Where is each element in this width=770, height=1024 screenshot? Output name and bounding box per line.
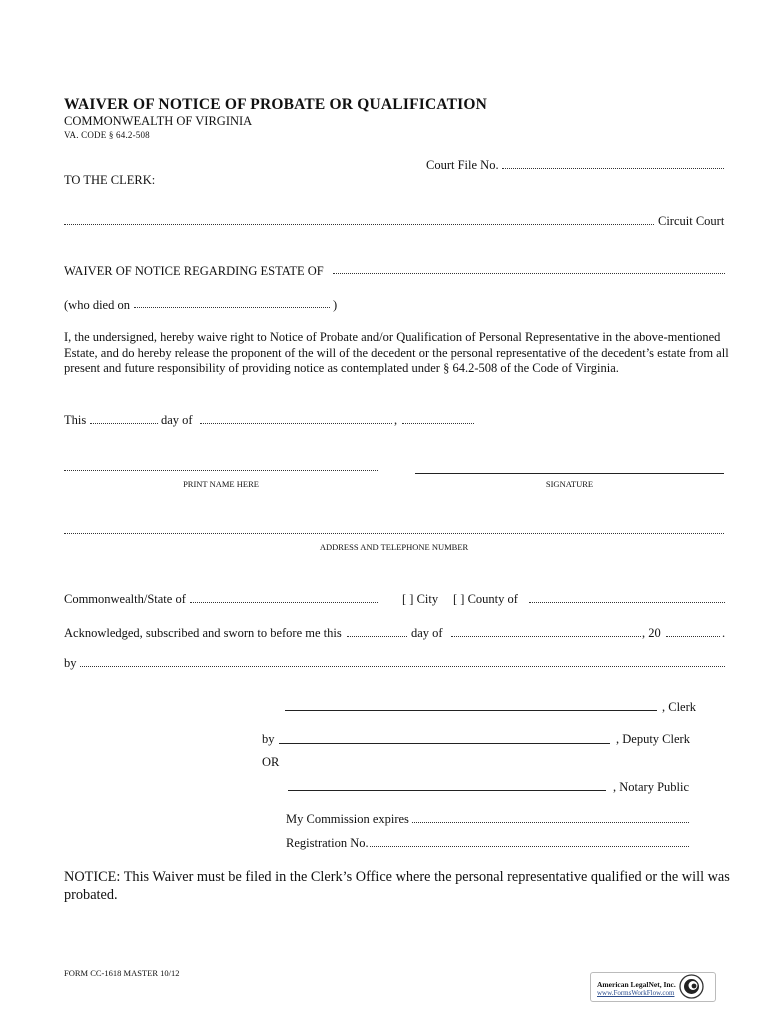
day-field[interactable] [90,423,158,424]
notary-signature-field[interactable] [288,790,606,791]
court-file-no-field[interactable] [502,168,724,169]
sworn-month-field[interactable] [451,636,641,637]
commission-label: My Commission expires [286,812,409,826]
died-on-close: ) [333,298,338,312]
commission-field[interactable] [412,822,689,823]
state-field[interactable] [190,602,378,603]
form-id: FORM CC-1618 MASTER 10/12 [64,968,180,978]
sworn-day-field[interactable] [347,636,407,637]
signature-field[interactable] [415,473,724,474]
address-field[interactable] [64,533,724,534]
registration-label: Registration No. [286,836,369,850]
jurisdiction-heading: COMMONWEALTH OF VIRGINIA [64,114,253,128]
deputy-clerk-label: , Deputy Clerk [616,732,690,746]
month-field[interactable] [200,423,392,424]
circuit-court-label: Circuit Court [658,214,725,228]
sworn-day-of-label: day of [411,626,443,640]
publisher-name: American LegalNet, Inc. [597,980,676,989]
deputy-by-label: by [262,732,275,746]
date-comma: , [394,413,398,427]
address-caption: ADDRESS AND TELEPHONE NUMBER [319,542,469,552]
court-file-no-label: Court File No. [426,158,499,172]
year-field[interactable] [402,423,474,424]
estate-name-field[interactable] [333,273,725,274]
waiver-paragraph: I, the undersigned, hereby waive right to Notice of Probate and/or Qualification of Personal Representative in the above-mentioned Estate, and do hereby release the proponent of the will of the decedent or the personal representative of the decedent’s estate from all present and future responsibility of providing notice as contemplated under § 64.2-508 of the Code of Virginia. [64,330,729,375]
sworn-period: . [722,626,726,640]
by-label: by [64,656,77,670]
publisher-logo [590,972,716,1002]
or-label: OR [262,755,280,769]
city-checkbox-label[interactable]: [ ] City [402,592,439,606]
estate-label: WAIVER OF NOTICE REGARDING ESTATE OF [64,264,324,278]
state-label: Commonwealth/State of [64,592,186,606]
publisher-emblem-icon [679,974,704,999]
year-prefix: , 20 [642,626,661,640]
sworn-year-field[interactable] [666,636,720,637]
died-on-field[interactable] [134,307,330,308]
day-of-label: day of [161,413,193,427]
sworn-label: Acknowledged, subscribed and sworn to before me this [64,626,342,640]
this-label: This [64,413,87,427]
clerk-signature-field[interactable] [285,710,657,711]
code-reference: VA. CODE § 64.2-508 [64,130,150,140]
by-field[interactable] [80,666,725,667]
city-county-field[interactable] [529,602,725,603]
form-title: WAIVER OF NOTICE OF PROBATE OR QUALIFICATION [64,96,488,113]
registration-field[interactable] [370,846,689,847]
print-name-field[interactable] [64,470,378,471]
notary-label: , Notary Public [613,780,690,794]
circuit-court-field[interactable] [64,224,654,225]
died-on-label: (who died on [64,298,130,312]
signature-caption: SIGNATURE [545,479,594,489]
deputy-clerk-signature-field[interactable] [279,743,610,744]
county-checkbox-label[interactable]: [ ] County of [453,592,518,606]
clerk-label: , Clerk [662,700,697,714]
print-name-caption: PRINT NAME HERE [183,479,259,489]
publisher-link[interactable]: www.FormsWorkFlow.com [597,989,675,997]
filing-notice: NOTICE: This Waiver must be filed in the Clerk’s Office where the personal representative qualified or the will was probated. [64,869,730,903]
to-the-clerk-label: TO THE CLERK: [64,173,156,187]
